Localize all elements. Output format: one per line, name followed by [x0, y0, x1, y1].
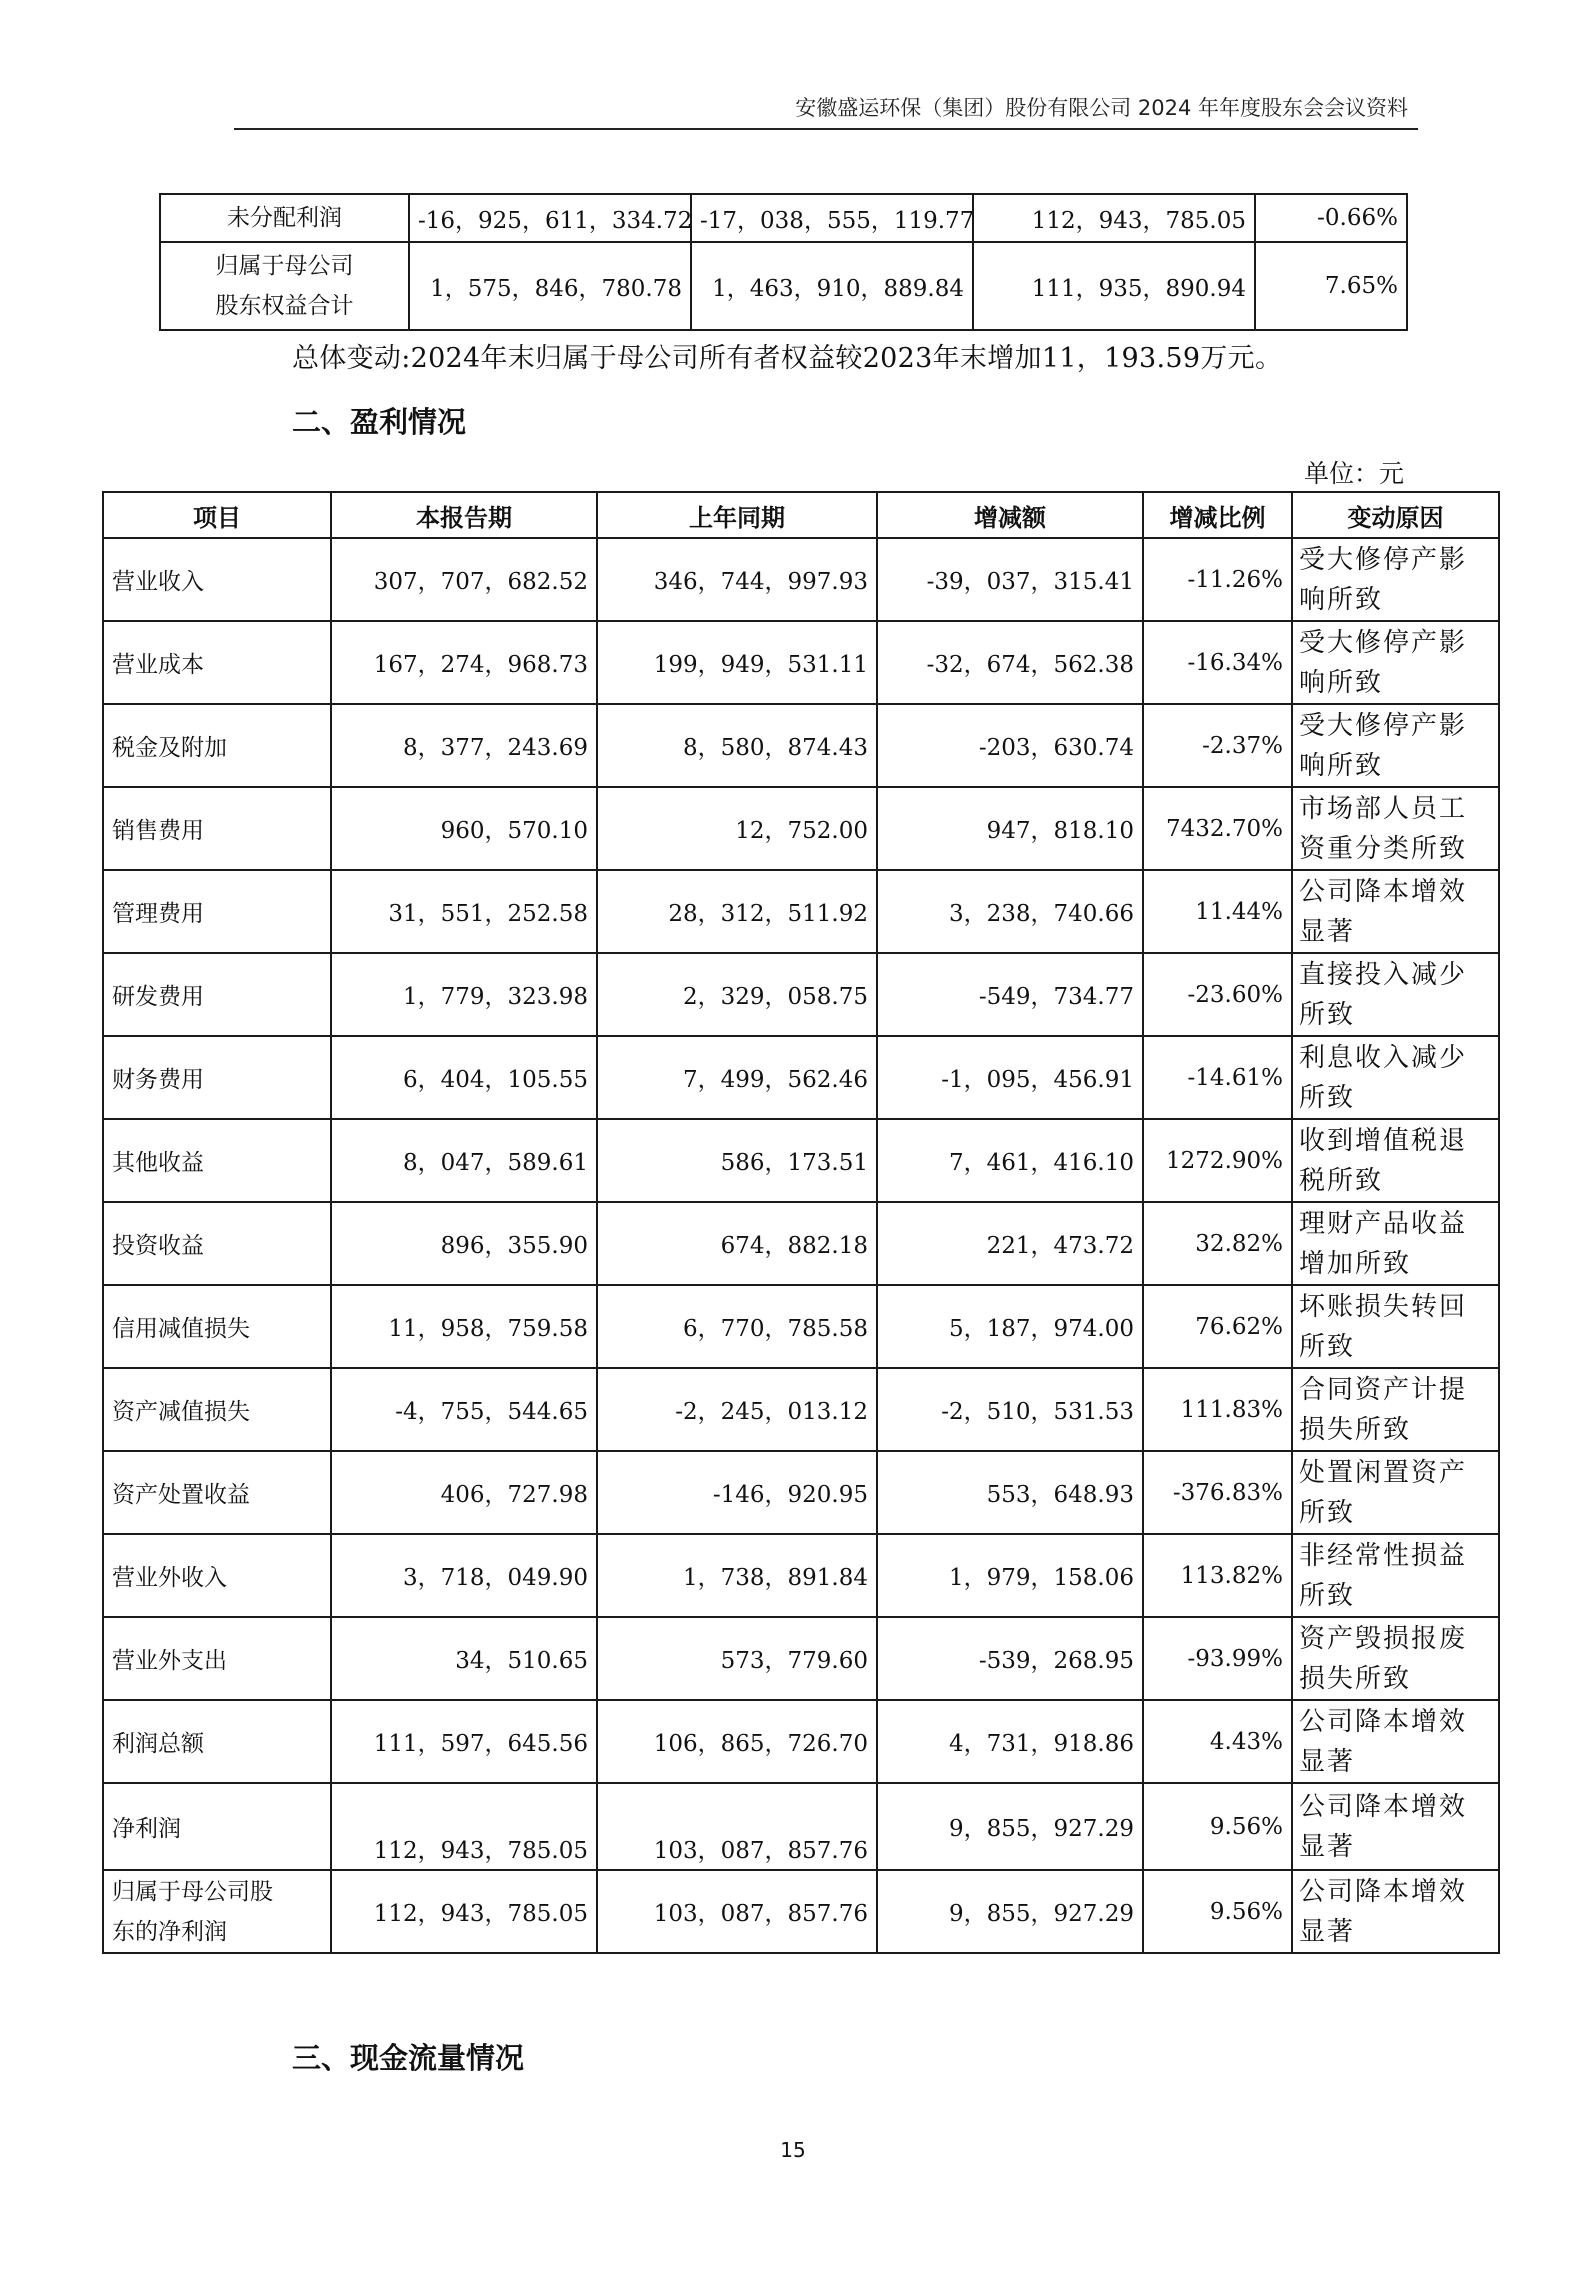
item-label [103, 1870, 331, 1953]
change-value: 553，648.93 [877, 1451, 1143, 1534]
change-ratio: 7432.70% [1143, 787, 1292, 870]
table-row [160, 194, 1407, 242]
column-header: 本报告期 [331, 492, 597, 538]
change-reason: 受大修停产影响所致 [1292, 621, 1499, 704]
change-reason: 理财产品收益增加所致 [1292, 1202, 1499, 1285]
item-label: 财务费用 [103, 1036, 331, 1119]
item-label-line1: 归属于母公司股 [112, 1878, 273, 1905]
row-label: 未分配利润 [160, 194, 409, 242]
change-value: -32，674，562.38 [877, 621, 1143, 704]
change-ratio: -23.60% [1143, 953, 1292, 1036]
current-value: 1，575，846，780.78 [409, 242, 691, 330]
table-row [103, 870, 1499, 953]
current-value: 111，597，645.56 [331, 1700, 597, 1783]
item-label: 投资收益 [103, 1202, 331, 1285]
item-label: 营业成本 [103, 621, 331, 704]
change-reason: 公司降本增效显著 [1292, 870, 1499, 953]
previous-value: 103，087，857.76 [597, 1783, 877, 1870]
change-ratio: 9.56% [1143, 1783, 1292, 1870]
change-value: 3，238，740.66 [877, 870, 1143, 953]
item-label: 资产处置收益 [103, 1451, 331, 1534]
table-row [103, 1617, 1499, 1700]
current-value: 307，707，682.52 [331, 538, 597, 621]
profit-table [102, 491, 1500, 1954]
table-row [103, 1119, 1499, 1202]
item-label: 信用减值损失 [103, 1285, 331, 1368]
item-label: 营业外支出 [103, 1617, 331, 1700]
table-row [103, 1451, 1499, 1534]
previous-value: 12，752.00 [597, 787, 877, 870]
change-ratio: 9.56% [1143, 1870, 1292, 1953]
table-row [103, 1368, 1499, 1451]
change-ratio: 11.44% [1143, 870, 1292, 953]
table-header-row [103, 492, 1499, 538]
current-value: 31，551，252.58 [331, 870, 597, 953]
change-reason: 收到增值税退税所致 [1292, 1119, 1499, 1202]
item-label: 营业收入 [103, 538, 331, 621]
change-value: 7，461，416.10 [877, 1119, 1143, 1202]
change-value: -39，037，315.41 [877, 538, 1143, 621]
document-header: 安徽盛运环保（集团）股份有限公司 2024 年年度股东会会议资料 [795, 96, 1408, 120]
change-value: 9，855，927.29 [877, 1870, 1143, 1953]
table-row [103, 787, 1499, 870]
previous-value: 573，779.60 [597, 1617, 877, 1700]
change-reason: 利息收入减少所致 [1292, 1036, 1499, 1119]
table-row [103, 1783, 1499, 1870]
unit-label: 单位：元 [1304, 459, 1405, 488]
change-reason: 市场部人员工资重分类所致 [1292, 787, 1499, 870]
change-value: 947，818.10 [877, 787, 1143, 870]
equity-summary: 总体变动:2024年末归属于母公司所有者权益较2023年末增加11，193.59万元。 [292, 343, 1283, 374]
table-row [103, 953, 1499, 1036]
change-reason: 坏账损失转回所致 [1292, 1285, 1499, 1368]
column-header: 增减比例 [1143, 492, 1292, 538]
previous-value: -17，038，555，119.77 [691, 194, 973, 242]
previous-value: -2，245，013.12 [597, 1368, 877, 1451]
change-ratio: -16.34% [1143, 621, 1292, 704]
change-value: 9，855，927.29 [877, 1783, 1143, 1870]
change-value: 112，943，785.05 [973, 194, 1255, 242]
item-label: 研发费用 [103, 953, 331, 1036]
change-value: -203，630.74 [877, 704, 1143, 787]
table-row [103, 538, 1499, 621]
change-ratio: 7.65% [1255, 242, 1407, 330]
current-value: 3，718，049.90 [331, 1534, 597, 1617]
previous-value: 7，499，562.46 [597, 1036, 877, 1119]
current-value: 167，274，968.73 [331, 621, 597, 704]
previous-value: 586，173.51 [597, 1119, 877, 1202]
table-row [103, 1534, 1499, 1617]
equity-table [159, 193, 1408, 331]
current-value: 112，943，785.05 [331, 1870, 597, 1953]
change-value: -1，095，456.91 [877, 1036, 1143, 1119]
current-value: 34，510.65 [331, 1617, 597, 1700]
table-row [103, 1870, 1499, 1953]
previous-value: 28，312，511.92 [597, 870, 877, 953]
previous-value: 1，738，891.84 [597, 1534, 877, 1617]
column-header: 变动原因 [1292, 492, 1499, 538]
previous-value: 199，949，531.11 [597, 621, 877, 704]
table-row [103, 1202, 1499, 1285]
previous-value: 103，087，857.76 [597, 1870, 877, 1953]
change-value: -549，734.77 [877, 953, 1143, 1036]
item-label: 管理费用 [103, 870, 331, 953]
current-value: 112，943，785.05 [331, 1783, 597, 1870]
table-row [103, 621, 1499, 704]
item-label: 净利润 [103, 1783, 331, 1870]
current-value: 6，404，105.55 [331, 1036, 597, 1119]
change-ratio: -93.99% [1143, 1617, 1292, 1700]
change-reason: 非经常性损益所致 [1292, 1534, 1499, 1617]
current-value: 1，779，323.98 [331, 953, 597, 1036]
page-number: 15 [780, 2138, 806, 2162]
item-label: 利润总额 [103, 1700, 331, 1783]
change-ratio: 1272.90% [1143, 1119, 1292, 1202]
row-label-line2: 股东权益合计 [215, 293, 354, 319]
table-row [103, 1700, 1499, 1783]
change-reason: 公司降本增效显著 [1292, 1783, 1499, 1870]
previous-value: 6，770，785.58 [597, 1285, 877, 1368]
section-title-profit: 二、盈利情况 [292, 405, 467, 439]
item-label: 其他收益 [103, 1119, 331, 1202]
row-label-line1: 归属于母公司 [215, 253, 354, 279]
column-header: 增减额 [877, 492, 1143, 538]
change-ratio: -2.37% [1143, 704, 1292, 787]
table-row [103, 1036, 1499, 1119]
change-reason: 受大修停产影响所致 [1292, 538, 1499, 621]
change-value: 5，187，974.00 [877, 1285, 1143, 1368]
previous-value: 106，865，726.70 [597, 1700, 877, 1783]
table-row [103, 1285, 1499, 1368]
current-value: -16，925，611，334.72 [409, 194, 691, 242]
previous-value: 8，580，874.43 [597, 704, 877, 787]
change-value: -2，510，531.53 [877, 1368, 1143, 1451]
current-value: 896，355.90 [331, 1202, 597, 1285]
table-row [160, 242, 1407, 330]
current-value: 8，377，243.69 [331, 704, 597, 787]
item-label: 营业外收入 [103, 1534, 331, 1617]
change-ratio: -14.61% [1143, 1036, 1292, 1119]
change-ratio: -376.83% [1143, 1451, 1292, 1534]
change-value: 4，731，918.86 [877, 1700, 1143, 1783]
previous-value: 2，329，058.75 [597, 953, 877, 1036]
current-value: 960，570.10 [331, 787, 597, 870]
change-ratio: 113.82% [1143, 1534, 1292, 1617]
item-label: 资产减值损失 [103, 1368, 331, 1451]
change-value: -539，268.95 [877, 1617, 1143, 1700]
change-value: 111，935，890.94 [973, 242, 1255, 330]
previous-value: 1，463，910，889.84 [691, 242, 973, 330]
change-reason: 公司降本增效显著 [1292, 1870, 1499, 1953]
item-label-line2: 东的净利润 [112, 1918, 227, 1945]
change-ratio: 76.62% [1143, 1285, 1292, 1368]
section-title-cashflow: 三、现金流量情况 [292, 2041, 525, 2075]
current-value: 11，958，759.58 [331, 1285, 597, 1368]
current-value: 8，047，589.61 [331, 1119, 597, 1202]
change-ratio: -11.26% [1143, 538, 1292, 621]
table-row [103, 704, 1499, 787]
change-reason: 处置闲置资产所致 [1292, 1451, 1499, 1534]
change-ratio: 32.82% [1143, 1202, 1292, 1285]
item-label: 销售费用 [103, 787, 331, 870]
previous-value: -146，920.95 [597, 1451, 877, 1534]
change-value: 221，473.72 [877, 1202, 1143, 1285]
previous-value: 346，744，997.93 [597, 538, 877, 621]
change-reason: 合同资产计提损失所致 [1292, 1368, 1499, 1451]
row-label [160, 242, 409, 330]
column-header: 项目 [103, 492, 331, 538]
item-label: 税金及附加 [103, 704, 331, 787]
change-reason: 直接投入减少所致 [1292, 953, 1499, 1036]
change-reason: 受大修停产影响所致 [1292, 704, 1499, 787]
previous-value: 674，882.18 [597, 1202, 877, 1285]
change-ratio: 111.83% [1143, 1368, 1292, 1451]
change-reason: 公司降本增效显著 [1292, 1700, 1499, 1783]
column-header: 上年同期 [597, 492, 877, 538]
change-ratio: -0.66% [1255, 194, 1407, 242]
header-divider [234, 128, 1418, 130]
current-value: 406，727.98 [331, 1451, 597, 1534]
change-value: 1，979，158.06 [877, 1534, 1143, 1617]
current-value: -4，755，544.65 [331, 1368, 597, 1451]
change-ratio: 4.43% [1143, 1700, 1292, 1783]
change-reason: 资产毁损报废损失所致 [1292, 1617, 1499, 1700]
